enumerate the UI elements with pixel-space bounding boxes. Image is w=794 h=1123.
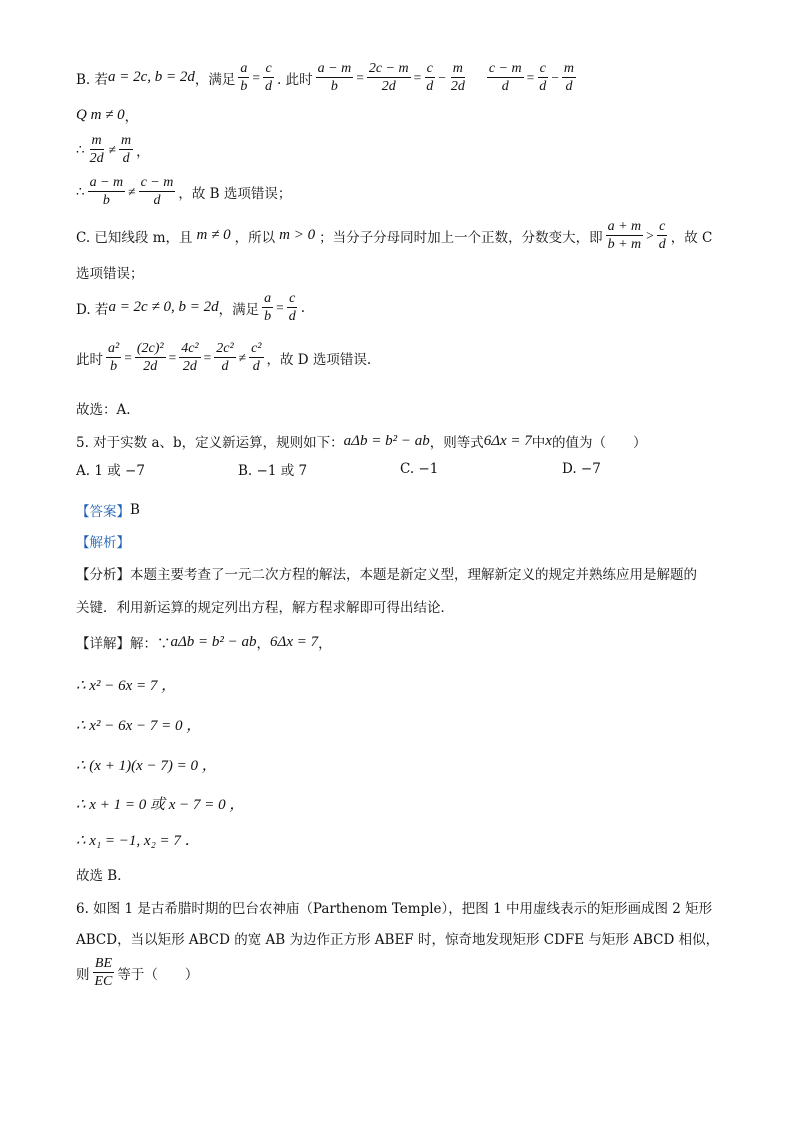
step-3 [76, 754, 217, 775]
math-expr: x [545, 432, 552, 449]
numerator: c − m [488, 61, 522, 76]
text: ， [318, 636, 332, 652]
fraction [606, 218, 644, 253]
choose-b-line [76, 864, 131, 884]
math-expr: ∴ x² − 6x = 7 ， [76, 678, 177, 694]
denominator: d [122, 151, 130, 166]
denominator: d [426, 79, 434, 94]
denominator: 2d [143, 359, 158, 374]
option-c-line-2 [76, 262, 144, 282]
fraction [179, 340, 200, 375]
text: . [300, 299, 305, 316]
denominator: b [264, 309, 272, 324]
fraction [106, 340, 121, 375]
numerator: a [240, 61, 248, 76]
numerator: c [659, 219, 666, 234]
text: 本题主要考查了一元二次方程的解法，本题是新定义型，理解新定义的规定并熟练应用是解题的 [130, 567, 697, 583]
operator: ≠ [108, 141, 117, 157]
fraction [93, 955, 115, 990]
text: 故选：A. [76, 402, 131, 418]
denominator: d [565, 79, 573, 94]
condition-line [76, 105, 138, 125]
text: 中 [531, 435, 546, 451]
operator: = [124, 349, 132, 365]
denominator: 2d [89, 151, 104, 166]
denominator: 2d [381, 79, 396, 94]
fraction [263, 60, 274, 95]
denominator: b [330, 79, 338, 94]
option-b: B. −1 或 7 [238, 463, 308, 479]
math-expr: Q m ≠ 0 [76, 106, 125, 123]
denominator: 2d [450, 79, 465, 94]
denominator: b [240, 79, 248, 94]
denominator: 2d [182, 359, 197, 374]
analysis-heading [76, 531, 130, 551]
denominator: d [501, 79, 509, 94]
option-c: C. −1 [400, 461, 439, 477]
fenxi-line-2 [76, 596, 454, 616]
numerator: c [426, 61, 433, 76]
text: D. 若 [76, 301, 109, 318]
therefore-symbol: ∴ [76, 141, 85, 158]
fraction [262, 290, 273, 325]
text: ，则等式 [429, 435, 484, 451]
fraction [88, 174, 126, 209]
therefore-line-1 [76, 132, 150, 167]
option-a: A. 1 或 −7 [76, 463, 145, 479]
fraction [657, 218, 668, 253]
choose-a-line [76, 398, 131, 418]
question-6-line-2 [76, 928, 719, 948]
text: ABCD，当以矩形 ABCD 的宽 AB 为边作正方形 ABEF 时，惊奇地发现矩形 CDFE 与矩形 ABCD 相似， [76, 932, 720, 948]
operator: = [526, 69, 535, 85]
numerator: 2c² [216, 341, 234, 356]
operator: = [276, 299, 284, 315]
fraction [119, 132, 133, 167]
denominator: d [265, 79, 273, 94]
math-expr: ∴ x² − 6x − 7 = 0 ， [76, 718, 202, 734]
numerator: (2c)² [136, 341, 164, 356]
operator: = [356, 69, 364, 85]
operator: ≠ [128, 183, 136, 199]
fraction [88, 132, 106, 167]
numerator: a² [108, 341, 120, 356]
step-1 [76, 674, 176, 695]
text: 选项错误； [76, 266, 144, 282]
text: 关键．利用新运算的规定列出方程，解方程求解即可得出结论． [76, 600, 454, 616]
fraction [214, 340, 235, 375]
fraction [135, 340, 166, 375]
text: ， [256, 636, 271, 652]
xiangjie-line [76, 632, 332, 652]
fraction [238, 60, 249, 95]
denominator: d [539, 79, 547, 94]
math-expr: aΔb = b² − ab [343, 432, 430, 449]
text: ，故 B 选项错误； [178, 185, 292, 202]
text: ，满足 [194, 71, 236, 88]
text: ；当分子分母同时加上一个正数，分数变大，即 [319, 229, 603, 246]
option-c-line [76, 218, 712, 253]
question-5-line [76, 431, 646, 451]
denominator: b + m [607, 237, 642, 252]
fraction [487, 60, 524, 95]
math-expr: m > 0 [279, 227, 316, 243]
option-d-line-2 [76, 340, 371, 375]
numerator: 4c² [181, 341, 199, 356]
text: C. 已知线段 m，且 [76, 229, 193, 246]
fraction [449, 60, 467, 95]
therefore-line-2 [76, 174, 291, 209]
fraction [537, 60, 548, 95]
text: ，满足 [218, 301, 260, 318]
fenxi-line-1 [76, 563, 697, 583]
numerator: c [289, 291, 296, 306]
answer-label: 【答案】 [76, 504, 130, 520]
operator: > [646, 227, 654, 243]
denominator: EC [94, 974, 113, 989]
fenxi-label: 【分析】 [76, 567, 130, 583]
text: ， [136, 143, 150, 160]
denominator: d [153, 193, 161, 208]
option-d-line [76, 290, 305, 325]
text: 的值为（ ） [551, 435, 647, 451]
fraction [287, 290, 298, 325]
fraction [249, 340, 263, 375]
denominator: d [221, 359, 229, 374]
operator: ≠ [238, 349, 247, 365]
math-expr: 6Δx = 7 [270, 633, 319, 650]
text: 6. 如图 1 是古希腊时期的巴台农神庙（Parthenom Temple），把图 1 中用虚线表示的矩形画成图 2 矩形 [76, 901, 713, 917]
option-d: D. −7 [562, 461, 601, 477]
operator: = [203, 349, 212, 365]
operator: − [551, 69, 559, 85]
math-expr: ∴ x + 1 = 0 或 x − 7 = 0 ， [76, 797, 245, 813]
text: ，故 D 选项错误. [266, 351, 372, 368]
fraction [424, 60, 435, 95]
text: 5. 对于实数 a、b，定义新运算，规则如下： [76, 435, 344, 451]
numerator: m [121, 133, 132, 148]
answer-line [76, 500, 140, 520]
numerator: m [452, 61, 463, 76]
numerator: 2c − m [368, 61, 409, 76]
operator: = [168, 349, 177, 365]
numerator: a − m [317, 61, 352, 76]
numerator: m [91, 133, 102, 148]
denominator: d [658, 237, 666, 252]
numerator: a − m [89, 175, 124, 190]
math-expr: ∴ x₁ = −1, x₂ = 7 ． [76, 833, 200, 849]
text: ，所以 [234, 229, 276, 246]
fraction [367, 60, 411, 95]
fraction [562, 60, 576, 95]
math-expr: m ≠ 0 [196, 227, 231, 243]
numerator: BE [94, 956, 112, 971]
therefore-symbol: ∴ [76, 183, 85, 200]
fraction [139, 174, 176, 209]
numerator: c² [251, 341, 262, 356]
text: . 此时 [277, 71, 313, 88]
analysis-label: 【解析】 [76, 535, 130, 551]
text: 解：∵ [130, 636, 171, 652]
step-5 [76, 829, 200, 850]
text: 则 [76, 966, 90, 983]
operator: = [252, 69, 261, 85]
numerator: m [563, 61, 575, 76]
numerator: c [265, 61, 272, 76]
operator: = [413, 69, 422, 85]
step-4 [76, 793, 244, 814]
denominator: b [110, 359, 118, 374]
text: ， [124, 109, 139, 125]
text: B. 若 [76, 71, 109, 88]
math-expr: 6Δx = 7 [483, 432, 532, 449]
xiangjie-label: 【详解】 [76, 636, 130, 652]
question-6-line-1 [76, 897, 712, 917]
numerator: c − m [140, 175, 174, 190]
text: 故选 B． [76, 868, 131, 884]
step-2 [76, 714, 201, 735]
math-expr: aΔb = b² − ab [170, 633, 257, 650]
numerator: a [264, 291, 272, 306]
denominator: d [288, 309, 296, 324]
denominator: b [102, 193, 110, 208]
option-b-line [76, 60, 579, 95]
text: 此时 [76, 351, 103, 368]
numerator: c [539, 61, 546, 76]
fraction [316, 60, 354, 95]
answer-value: B [130, 502, 140, 518]
math-expr: ∴ (x + 1)(x − 7) = 0 ， [76, 758, 217, 774]
math-expr: a = 2c ≠ 0, b = 2d [108, 299, 219, 315]
text: ，故 C [670, 229, 713, 246]
math-expr: a = 2c, b = 2d [108, 69, 195, 85]
operator: − [438, 69, 446, 85]
question-6-line-3 [76, 955, 198, 990]
numerator: a + m [607, 219, 642, 234]
text: 等于（ ） [117, 966, 199, 983]
denominator: d [252, 359, 260, 374]
